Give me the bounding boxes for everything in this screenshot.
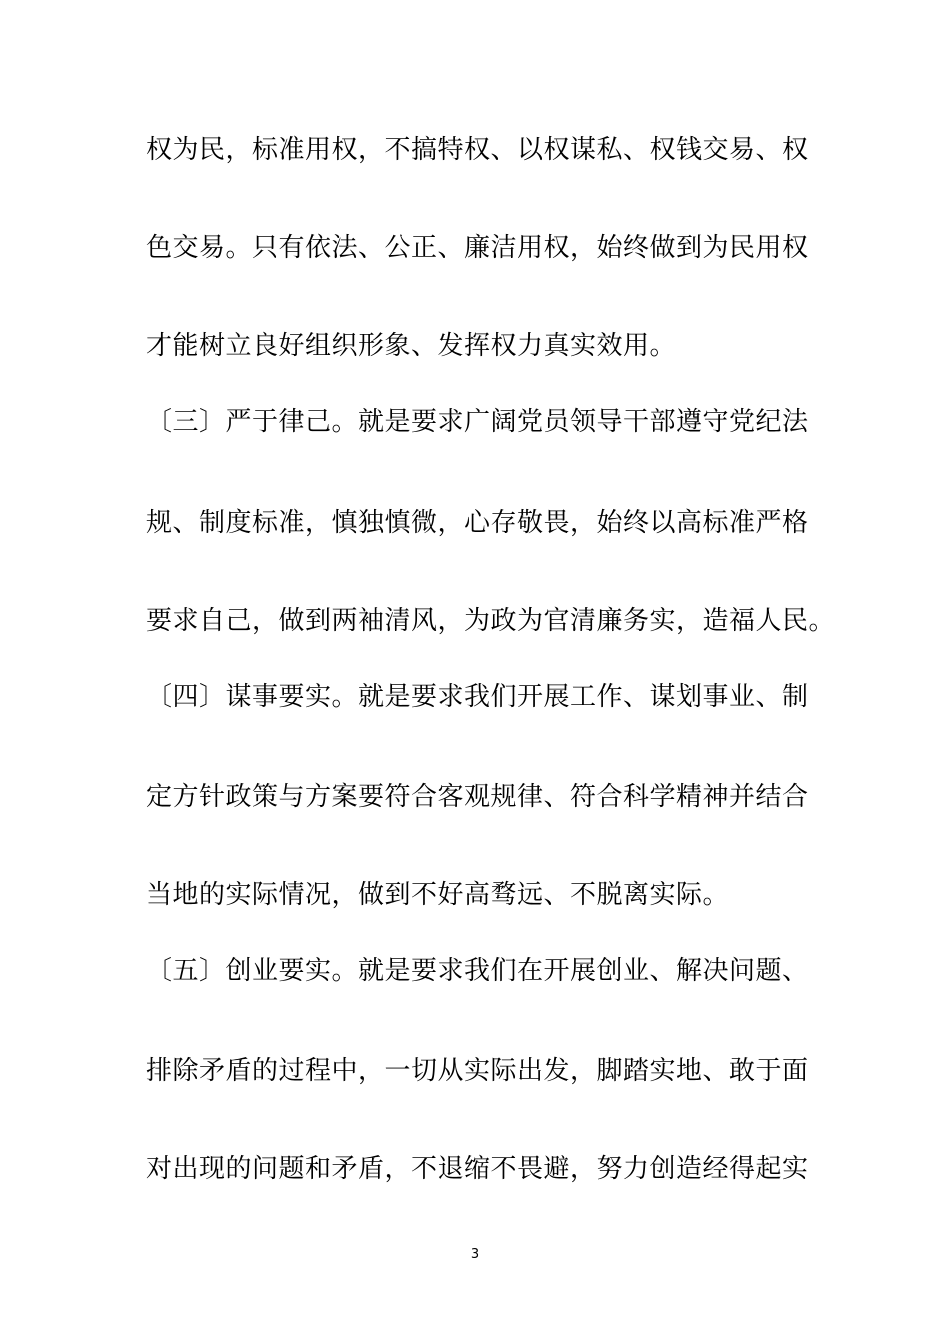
text-line: 〔四〕谋事要实。就是要求我们开展工作、谋划事业、制 <box>146 682 809 712</box>
text-line: 对出现的问题和矛盾，不退缩不畏避，努力创造经得起实 <box>146 1154 809 1184</box>
text-line: 要求自己，做到两袖清风，为政为官清廉务实，造福人民。 <box>146 606 836 636</box>
text-line: 色交易。只有依法、公正、廉洁用权，始终做到为民用权 <box>146 233 809 263</box>
text-line: 规、制度标准，慎独慎微，心存敬畏，始终以高标准严格 <box>146 508 809 538</box>
text-line: 排除矛盾的过程中，一切从实际出发，脚踏实地、敢于面 <box>146 1056 809 1086</box>
text-line: 才能树立良好组织形象、发挥权力真实效用。 <box>146 331 677 361</box>
text-line: 定方针政策与方案要符合客观规律、符合科学精神并结合 <box>146 782 809 812</box>
text-line: 〔五〕创业要实。就是要求我们在开展创业、解决问题、 <box>146 956 809 986</box>
text-line: 权为民，标准用权，不搞特权、以权谋私、权钱交易、权 <box>146 135 809 165</box>
page-number: 3 <box>470 1247 480 1262</box>
text-line: 当地的实际情况，做到不好高骛远、不脱离实际。 <box>146 880 730 910</box>
text-line: 〔三〕严于律己。就是要求广阔党员领导干部遵守党纪法 <box>146 407 809 437</box>
